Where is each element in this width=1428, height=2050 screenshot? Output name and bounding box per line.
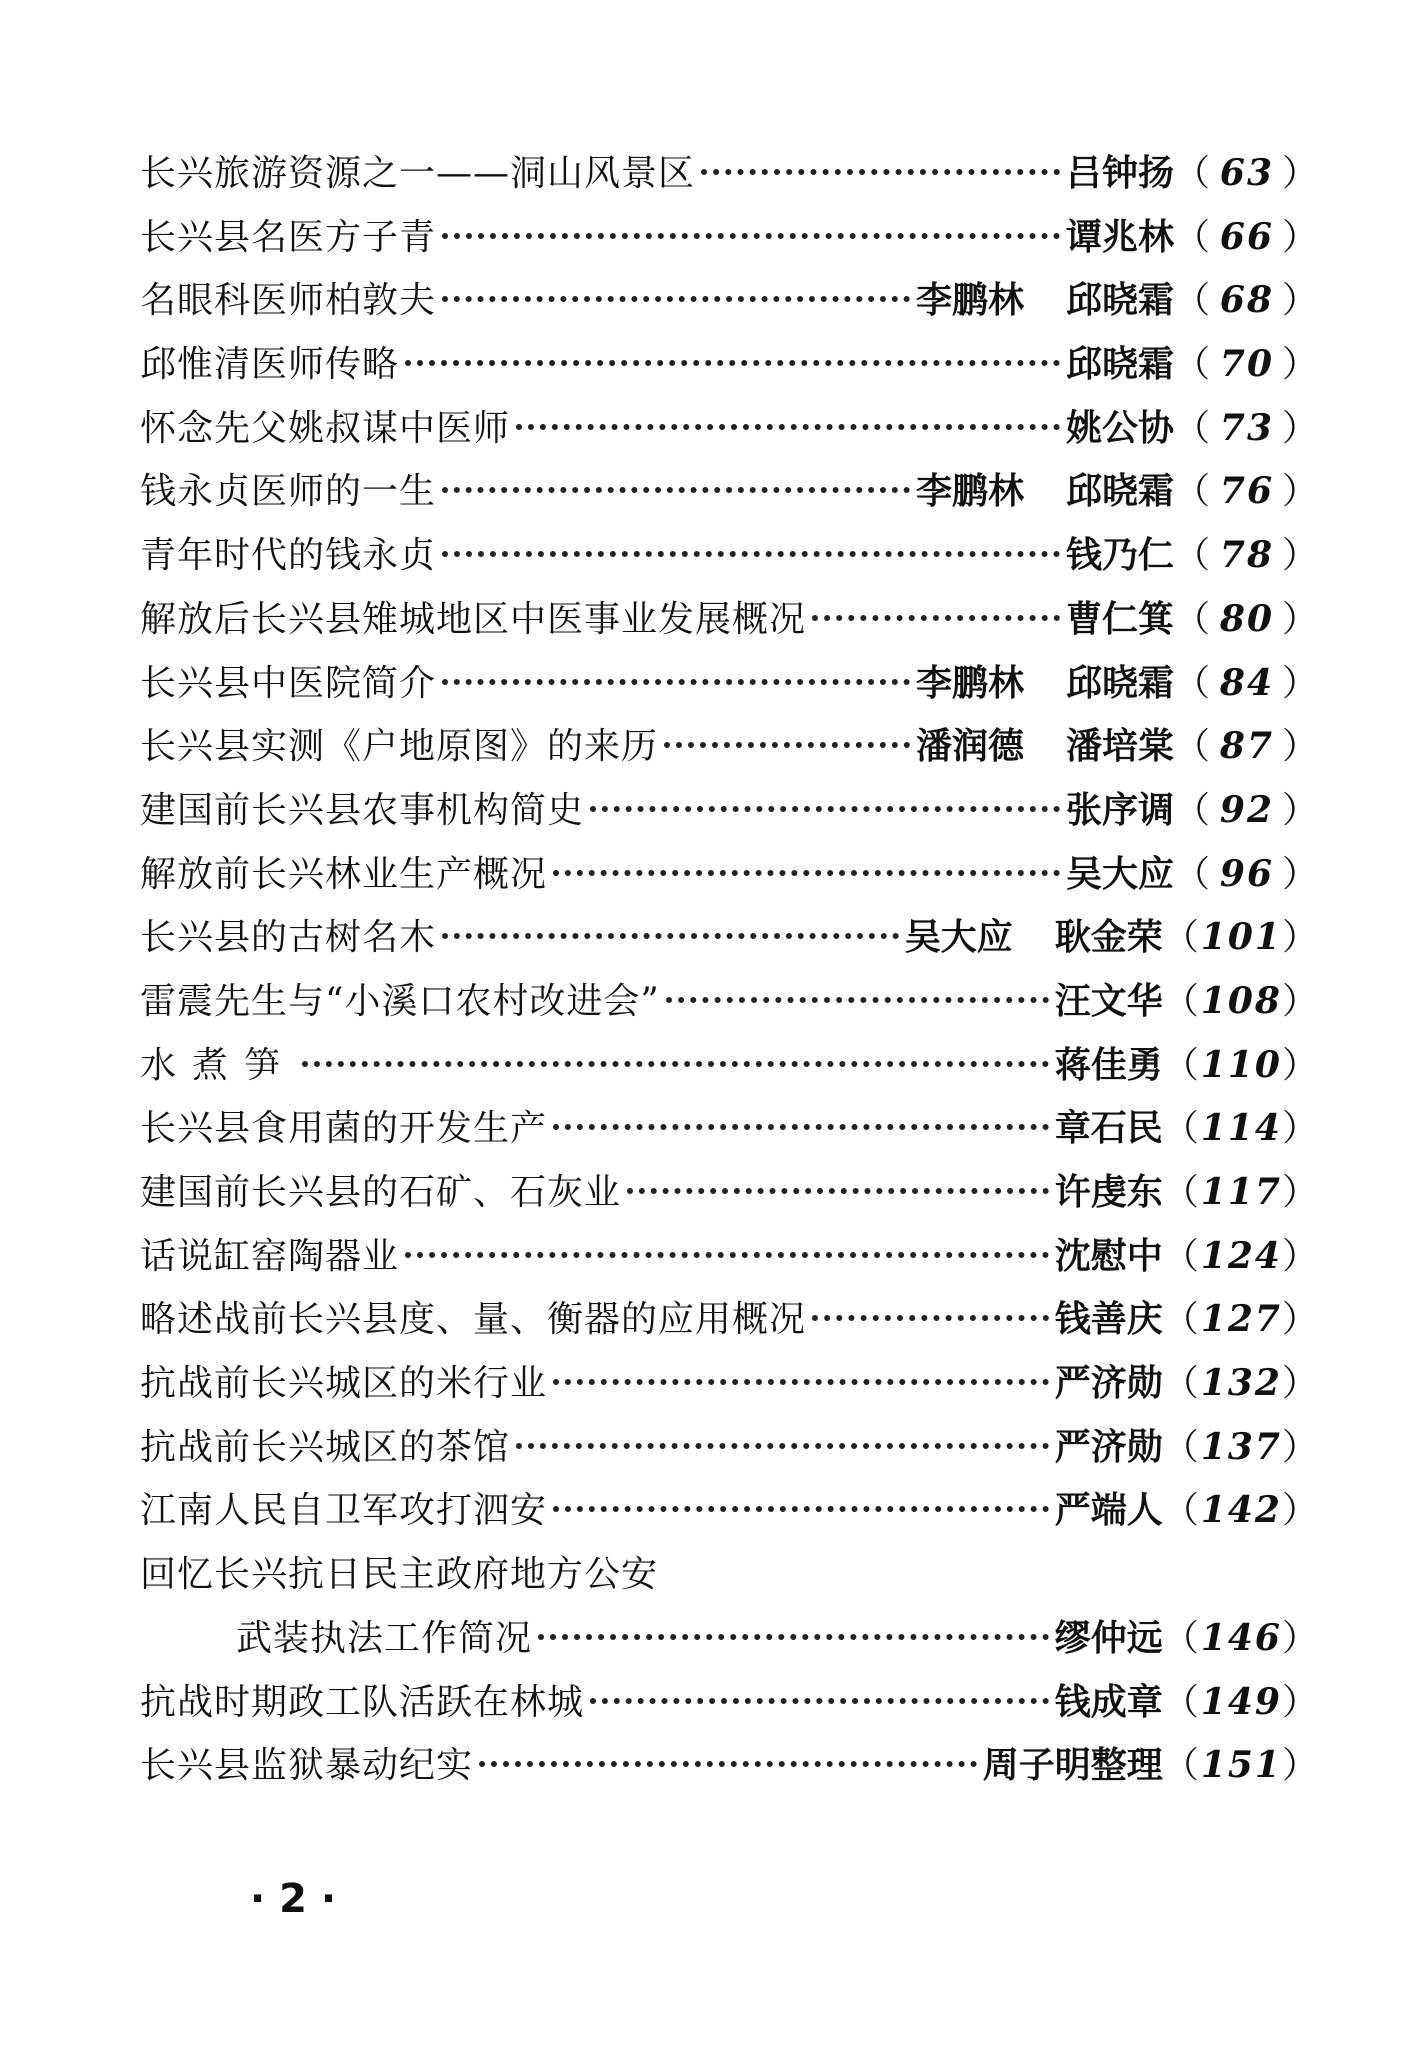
dot-leader	[666, 997, 1049, 1003]
dot-leader	[553, 1124, 1049, 1130]
toc-entry-author: 钱善庆	[1054, 1298, 1163, 1341]
toc-entry-title: 解放后长兴县雉城地区中医事业发展概况	[140, 598, 807, 640]
toc-entry-page-ref: （124）	[1162, 1234, 1320, 1277]
toc-entry-title: 回忆长兴抗日民主政府地方公安	[140, 1554, 659, 1596]
dot-leader	[442, 233, 1060, 239]
toc-entry-title: 长兴县中医院简介	[140, 662, 437, 704]
toc-entry-title: 长兴县监狱暴动纪实	[140, 1745, 474, 1787]
toc-entry-author: 吕钟扬	[1065, 152, 1174, 194]
toc-entry-page-ref: （110）	[1162, 1043, 1320, 1086]
toc-entry-page: 78	[1219, 534, 1275, 577]
toc-entry	[140, 1674, 1320, 1738]
dot-leader	[590, 806, 1060, 812]
toc-entry-title: 建国前长兴县的石矿、石灰业	[140, 1172, 622, 1213]
toc-entry	[140, 1419, 1320, 1483]
toc-entry-title: 邱惟清医师传略	[140, 344, 400, 386]
toc-entry-page: 66	[1219, 215, 1275, 258]
toc-entry-title: 怀念先父姚叔谋中医师	[140, 407, 511, 449]
toc-entry	[140, 718, 1320, 782]
toc-entry-page: 149	[1200, 1680, 1282, 1723]
toc-entry	[140, 463, 1320, 527]
toc-entry-page-ref: （ 70 ）	[1173, 343, 1320, 386]
dot-leader	[442, 487, 910, 493]
toc-entry	[140, 336, 1320, 400]
toc-entry-title: 长兴县食用菌的开发生产	[140, 1108, 548, 1150]
toc-entry	[140, 846, 1320, 910]
dot-leader	[405, 1252, 1049, 1258]
toc-entry-page: 146	[1200, 1616, 1282, 1659]
toc-entry-page: 84	[1219, 661, 1275, 704]
toc-entry-author: 潘培棠	[1065, 725, 1174, 768]
toc-entry	[140, 1546, 1320, 1610]
dot-leader	[302, 1061, 1049, 1067]
toc-entry	[140, 1482, 1320, 1546]
toc-entry	[140, 973, 1320, 1037]
toc-entry-page-ref: （ 80 ）	[1173, 597, 1320, 640]
toc-entry-author: 张序调	[1065, 788, 1174, 831]
toc-entry-author: 李鹏林	[915, 279, 1024, 322]
toc-entry-author: 吴大应	[904, 916, 1013, 959]
toc-entry-title: 水煮笋	[140, 1044, 297, 1086]
toc-entry	[140, 145, 1320, 209]
dot-leader	[442, 296, 910, 302]
toc-entry-page: 132	[1200, 1362, 1282, 1405]
dot-leader	[664, 742, 910, 748]
toc-entry-author: 严济勋	[1054, 1362, 1163, 1405]
toc-entry-author: 钱成章	[1054, 1680, 1163, 1723]
dot-leader	[538, 1634, 1049, 1640]
toc-entry-page-ref: （ 92 ）	[1173, 788, 1320, 831]
toc-entry-author: 邱晓霜	[1065, 661, 1174, 704]
toc-entry-page-ref: （ 78 ）	[1173, 534, 1320, 577]
toc-entry-page-ref: （137）	[1162, 1425, 1320, 1468]
toc-entry-page-ref: （117）	[1162, 1171, 1320, 1213]
toc-entry-page-ref: （ 73 ）	[1173, 406, 1320, 449]
toc-entry-page-ref: （ 84 ）	[1173, 661, 1320, 704]
toc-entry-title: 长兴县名医方子青	[140, 216, 437, 258]
toc-entry-title: 抗战时期政工队活跃在林城	[140, 1681, 585, 1723]
dot-leader	[701, 169, 1060, 175]
toc-entry-author: 严济勋	[1054, 1425, 1163, 1468]
toc-entry-title: 长兴县实测《户地原图》的来历	[140, 726, 659, 768]
dot-leader	[553, 1506, 1049, 1512]
toc-entry	[140, 1355, 1320, 1419]
toc-entry-title: 抗战前长兴城区的茶馆	[140, 1426, 511, 1468]
toc-entry-page-ref: （132）	[1162, 1362, 1320, 1405]
toc-entry	[140, 1737, 1320, 1801]
table-of-contents	[140, 145, 1320, 1801]
toc-entry	[140, 527, 1320, 591]
toc-entry-author: 沈慰中	[1054, 1234, 1163, 1277]
toc-entry-page: 73	[1219, 406, 1275, 449]
dot-leader	[479, 1761, 977, 1767]
toc-entry-author: 曹仁箕	[1065, 597, 1174, 640]
toc-entry-title: 略述战前长兴县度、量、衡器的应用概况	[140, 1299, 807, 1341]
toc-entry-page: 101	[1200, 916, 1282, 959]
toc-entry-page-ref: （ 66 ）	[1173, 215, 1320, 258]
toc-entry	[140, 1164, 1320, 1228]
toc-entry-page-ref: （ 87 ）	[1173, 725, 1320, 768]
dot-leader	[553, 1379, 1049, 1385]
toc-entry-title: 话说缸窑陶器业	[140, 1235, 400, 1277]
toc-entry-author: 李鹏林	[915, 470, 1024, 513]
toc-entry-page-ref: （151）	[1162, 1744, 1320, 1787]
toc-entry-page-ref: （101）	[1162, 916, 1320, 959]
toc-entry-page: 87	[1219, 725, 1275, 768]
toc-entry-title: 抗战前长兴城区的米行业	[140, 1363, 548, 1405]
toc-entry-page: 80	[1219, 597, 1275, 640]
toc-entry-page: 92	[1219, 788, 1275, 831]
toc-entry-page-ref: （127）	[1162, 1298, 1320, 1341]
toc-entry-title: 名眼科医师柏敦夫	[140, 280, 437, 322]
toc-entry-page: 124	[1200, 1234, 1282, 1277]
toc-entry	[140, 400, 1320, 464]
toc-entry-title: 江南人民自卫军攻打泗安	[140, 1490, 548, 1532]
toc-entry-title: 武装执法工作简况	[236, 1617, 533, 1659]
dot-leader	[442, 679, 910, 685]
toc-entry-page-ref: （114）	[1162, 1107, 1320, 1150]
toc-entry-page: 142	[1200, 1489, 1282, 1532]
toc-entry	[140, 272, 1320, 336]
toc-entry	[140, 1100, 1320, 1164]
toc-entry-page: 127	[1200, 1298, 1282, 1341]
toc-entry-page: 110	[1200, 1043, 1282, 1086]
toc-entry-author: 潘润德	[915, 725, 1024, 768]
toc-entry-page: 137	[1200, 1425, 1282, 1468]
toc-entry-author: 吴大应	[1065, 852, 1174, 895]
toc-entry-author: 周子明整理	[982, 1744, 1163, 1787]
toc-entry-author: 邱晓霜	[1065, 470, 1174, 513]
dot-leader	[553, 870, 1060, 876]
toc-entry-author: 李鹏林	[915, 661, 1024, 704]
toc-entry-author: 章石民	[1054, 1107, 1163, 1150]
toc-entry-author: 缪仲远	[1054, 1616, 1163, 1659]
toc-entry-author: 谭兆林	[1065, 215, 1174, 258]
toc-entry	[140, 655, 1320, 719]
toc-entry-title: 雷震先生与“小溪口农村改进会”	[140, 980, 660, 1022]
toc-entry-title: 长兴旅游资源之一——洞山风景区	[140, 153, 696, 194]
dot-leader	[405, 360, 1060, 366]
toc-entry-page-ref: （142）	[1162, 1489, 1320, 1532]
toc-entry	[140, 782, 1320, 846]
dot-leader	[590, 1698, 1049, 1704]
toc-entry-author: 姚公协	[1065, 406, 1174, 449]
toc-entry	[140, 209, 1320, 273]
dot-leader	[627, 1188, 1049, 1194]
toc-entry-page: 117	[1200, 1171, 1282, 1213]
toc-entry-author: 邱晓霜	[1065, 279, 1174, 322]
toc-entry-author: 钱乃仁	[1065, 534, 1174, 577]
toc-entry-title: 解放前长兴林业生产概况	[140, 853, 548, 895]
dot-leader	[516, 424, 1060, 430]
toc-entry-page: 114	[1200, 1107, 1282, 1150]
toc-entry-page-ref: （ 63 ）	[1173, 152, 1320, 194]
dot-leader	[442, 551, 1060, 557]
toc-entry-title: 钱永贞医师的一生	[140, 471, 437, 513]
toc-entry-page: 68	[1219, 279, 1275, 322]
toc-entry-title: 青年时代的钱永贞	[140, 535, 437, 577]
toc-entry	[140, 591, 1320, 655]
toc-entry-page: 70	[1219, 343, 1275, 386]
toc-entry	[140, 1037, 1320, 1101]
toc-entry-author: 严端人	[1054, 1489, 1163, 1532]
toc-entry-author: 汪文华	[1054, 979, 1163, 1022]
toc-entry-page-ref: （ 68 ）	[1173, 279, 1320, 322]
toc-entry-author: 许虔东	[1054, 1171, 1163, 1213]
toc-entry-title: 长兴县的古树名木	[140, 917, 437, 959]
toc-entry	[140, 1291, 1320, 1355]
toc-entry-page: 96	[1219, 852, 1275, 895]
toc-entry	[140, 1228, 1320, 1292]
dot-leader	[442, 933, 899, 939]
toc-entry-page: 63	[1219, 152, 1275, 194]
toc-entry-author: 蒋佳勇	[1054, 1043, 1163, 1086]
dot-leader	[812, 615, 1060, 621]
toc-entry-page-ref: （108）	[1162, 979, 1320, 1022]
toc-entry-page: 76	[1219, 470, 1275, 513]
toc-entry-author: 耿金荣	[1054, 916, 1163, 959]
toc-entry-page-ref: （ 76 ）	[1173, 470, 1320, 513]
toc-entry-page-ref: （149）	[1162, 1680, 1320, 1723]
dot-leader	[812, 1315, 1049, 1321]
toc-entry	[140, 909, 1320, 973]
toc-entry-page: 151	[1200, 1744, 1282, 1787]
page-number: · 2 ·	[250, 1876, 337, 1922]
toc-entry-author: 邱晓霜	[1065, 343, 1174, 386]
dot-leader	[516, 1443, 1049, 1449]
toc-entry-page: 108	[1200, 979, 1282, 1022]
toc-entry	[140, 1610, 1320, 1674]
toc-entry-page-ref: （ 96 ）	[1173, 852, 1320, 895]
toc-entry-title: 建国前长兴县农事机构简史	[140, 789, 585, 831]
toc-entry-page-ref: （146）	[1162, 1616, 1320, 1659]
